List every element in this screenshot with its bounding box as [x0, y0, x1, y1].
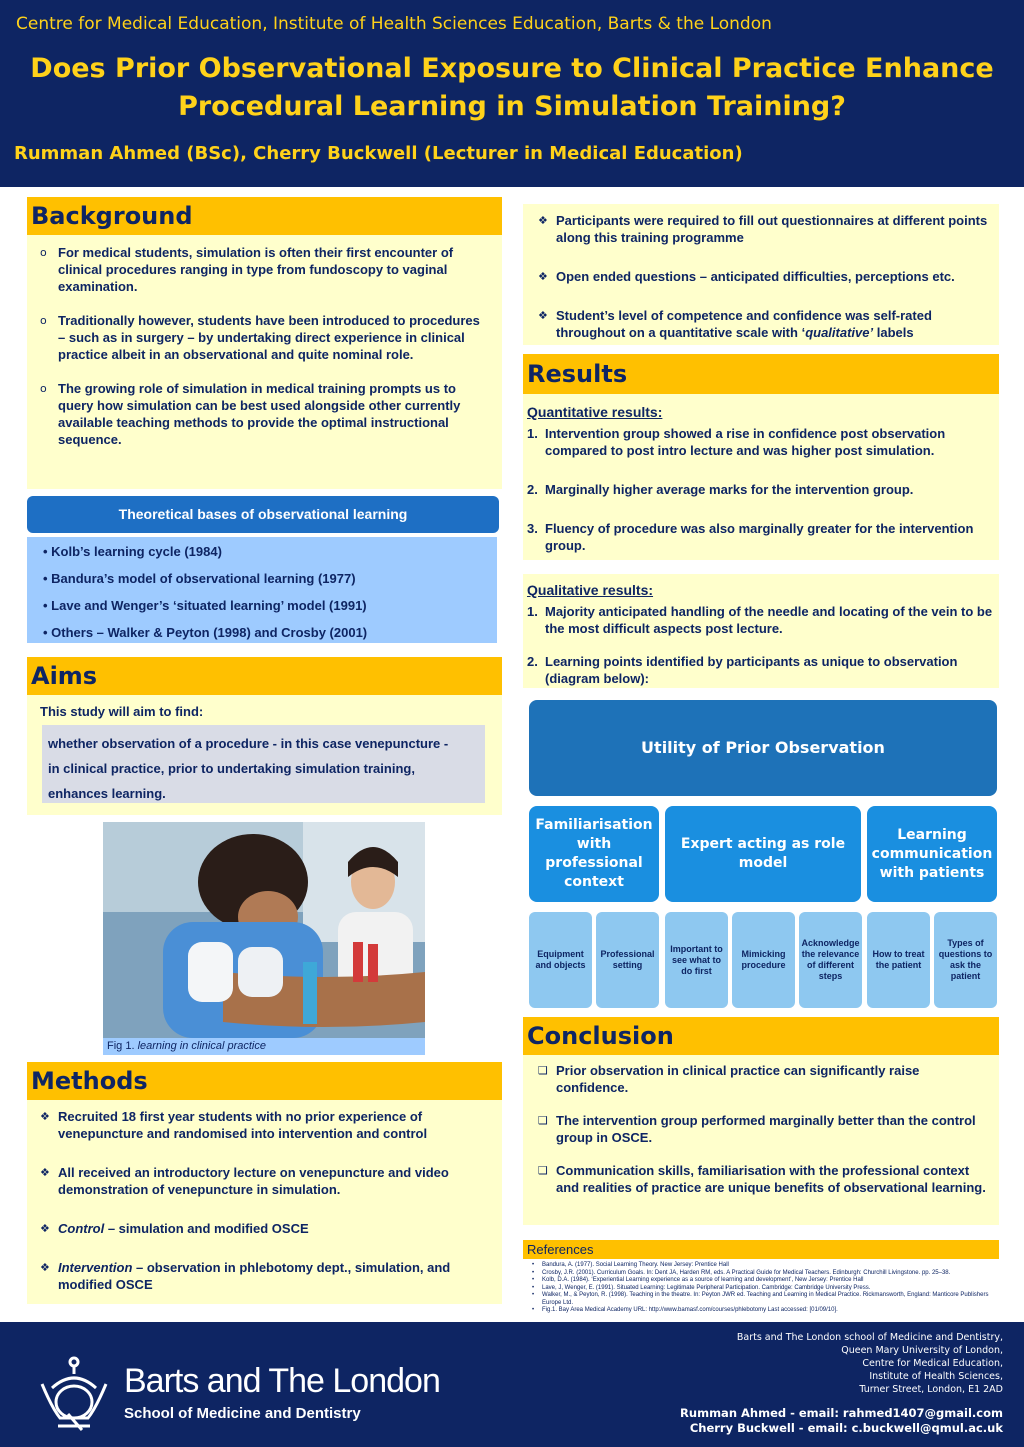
poster-header	[0, 0, 1024, 187]
logo-subtitle: School of Medicine and Dentistry	[124, 1405, 361, 1422]
quantitative-item: 3. Fluency of procedure was also marginally greater for the intervention group.	[527, 521, 974, 553]
methods-item: ❖ Recruited 18 first year students with no prior experience of venepuncture and randomised into intervention and control	[40, 1109, 428, 1141]
diagram-leaf: Important to see what to do first	[665, 912, 728, 1008]
diagram-node-familiarisation: Familiarisation with professional context	[529, 806, 659, 902]
authors-line: Rumman Ahmed (BSc), Cherry Buckwell (Lecturer in Medical Education)	[14, 143, 743, 164]
theoretical-heading: Theoretical bases of observational learning	[27, 496, 499, 533]
procedure-item: ❖ Participants were required to fill out questionnaires at different points along this training programme	[538, 213, 988, 245]
background-item: o For medical students, simulation is often their first encounter of clinical procedures ranging in type from fundoscopy to vaginal examination.	[40, 245, 454, 294]
theory-item: • Lave and Wenger’s ‘situated learning’ model (1991)	[43, 598, 367, 613]
institution-line: Centre for Medical Education, Institute of Health Sciences Education, Barts & the London	[16, 14, 772, 34]
background-item: o Traditionally however, students have been introduced to procedures – such as in surgery – by undertaking direct experience in clinical practice albeit in an observational and quite nominal role.	[40, 313, 480, 362]
reference-item: • Bandura, A. (1977). Social Learning Theory. New Jersey: Prentice Hall	[532, 1262, 992, 1270]
figure-caption: Fig 1. learning in clinical practice	[103, 1038, 425, 1055]
methods-item: ❖ All received an introductory lecture on venepuncture and video demonstration of venepuncture in simulation.	[40, 1165, 449, 1197]
background-list	[40, 244, 490, 448]
title-line-1: Does Prior Observational Exposure to Clinical Practice Enhance	[30, 53, 994, 84]
reference-item: • Kolb, D.A. (1984). ‘Experiential Learning experience as a source of learning and development’, New Jersey: Prentice Hall	[532, 1277, 992, 1285]
conclusion-list	[538, 1062, 993, 1196]
title-line-2: Procedural Learning in Simulation Training?	[178, 91, 846, 122]
reference-item: • Lave, J, Wenger, E. (1991). Situated Learning: Legitimate Peripheral Participation. Cambridge: Cambridge University Press.	[532, 1285, 992, 1293]
diagram-leaf: Professional setting	[596, 912, 659, 1008]
conclusion-heading: Conclusion	[523, 1017, 999, 1055]
diagram-node-communication: Learning communication with patients	[867, 806, 997, 902]
reference-item: • Crosby, J.R. (2001). Curriculum Goals. In: Dent JA, Harden RM, eds. A Practical Guide for Medical Teachers. Edinburgh: Churchill Livingstone. pp. 25–38.	[532, 1270, 992, 1278]
qualitative-item: 2. Learning points identified by participants as unique to observation (diagram below):	[527, 654, 958, 686]
quantitative-item: 1. Intervention group showed a rise in confidence post observation compared to post intro lecture and was higher post simulation.	[527, 426, 946, 458]
qualitative-list	[527, 603, 997, 687]
background-item: o The growing role of simulation in medical training prompts us to query how simulation can be best used alongside other currently available teaching methods to provide the optimal instructional sequence.	[40, 381, 461, 447]
contact-address: Barts and The London school of Medicine and Dentistry, Queen Mary University of London, Centre for Medical Education, Institute of Health Sciences, Turner Street, London, E1 2AD	[736, 1332, 1003, 1395]
results-heading: Results	[523, 354, 999, 394]
methods-list	[40, 1108, 490, 1293]
quantitative-title: Quantitative results:	[527, 404, 663, 420]
aims-intro: This study will aim to find:	[40, 704, 204, 719]
diagram-node-role-model: Expert acting as role model	[665, 806, 861, 902]
references-list	[532, 1262, 992, 1315]
procedure-list	[538, 212, 990, 341]
clinical-practice-photo	[103, 822, 425, 1038]
diagram-root: Utility of Prior Observation	[529, 700, 997, 796]
diagram-leaf: Equipment and objects	[529, 912, 592, 1008]
conclusion-item: ❑ Communication skills, familiarisation with the professional context and realities of practice are unique benefits of observational learning.	[538, 1163, 986, 1195]
reference-item: • Fig.1. Bay Area Medical Academy URL: http://www.bamasf.com/courses/phlebotomy Last accessed: [01/09/10].	[532, 1307, 992, 1315]
methods-item: ❖ Intervention – observation in phlebotomy dept., simulation, and modified OSCE	[40, 1260, 451, 1292]
quantitative-list	[527, 425, 992, 554]
methods-item: ❖ Control – simulation and modified OSCE	[40, 1221, 309, 1236]
reference-item: • Walker, M., & Peyton, R. (1998). Teaching in the theatre. In: Peyton JWR ed. Teaching and Learning in Medical Practice. Rickmansworth, England: Manticore Publishers Europe Ltd.	[532, 1292, 992, 1307]
diagram-leaf: Types of questions to ask the patient	[934, 912, 997, 1008]
logo-wordmark: Barts and The London	[124, 1362, 440, 1400]
diagram-leaf: Acknowledge the relevance of different steps	[799, 912, 862, 1008]
diagram-leaf: Mimicking procedure	[732, 912, 795, 1008]
quantitative-item: 2. Marginally higher average marks for the intervention group.	[527, 482, 914, 497]
references-heading: References	[523, 1240, 999, 1259]
conclusion-item: ❑ Prior observation in clinical practice can significantly raise confidence.	[538, 1063, 920, 1095]
theory-item: • Kolb’s learning cycle (1984)	[43, 544, 222, 559]
conclusion-item: ❑ The intervention group performed marginally better than the control group in OSCE.	[538, 1113, 976, 1145]
crown-crest-icon	[38, 1354, 110, 1434]
theory-item: • Bandura’s model of observational learning (1977)	[43, 571, 356, 586]
email-buckwell: Cherry Buckwell - email: c.buckwell@qmul.ac.uk	[689, 1421, 1003, 1435]
email-ahmed: Rumman Ahmed - email: rahmed1407@gmail.com	[680, 1406, 1003, 1420]
background-heading: Background	[27, 197, 502, 235]
aims-statement: whether observation of a procedure - in this case venepuncture - in clinical practice, prior to undertaking simulation training, enhances learning.	[42, 725, 485, 803]
qualitative-item: 1. Majority anticipated handling of the needle and locating of the vein to be the most difficult aspects post lecture.	[527, 604, 993, 636]
aims-heading: Aims	[27, 657, 502, 695]
theory-item: • Others – Walker & Peyton (1998) and Crosby (2001)	[43, 625, 368, 640]
procedure-item: ❖ Open ended questions – anticipated difficulties, perceptions etc.	[538, 269, 955, 284]
diagram-leaf: How to treat the patient	[867, 912, 930, 1008]
methods-heading: Methods	[27, 1062, 502, 1100]
procedure-item: ❖ Student’s level of competence and confidence was self-rated throughout on a quantitative scale with ‘qualitative’ labels	[538, 308, 932, 340]
poster-title	[30, 50, 994, 126]
contact-emails	[680, 1406, 1003, 1436]
theoretical-panel	[27, 537, 497, 643]
qualitative-title: Qualitative results:	[527, 582, 654, 598]
